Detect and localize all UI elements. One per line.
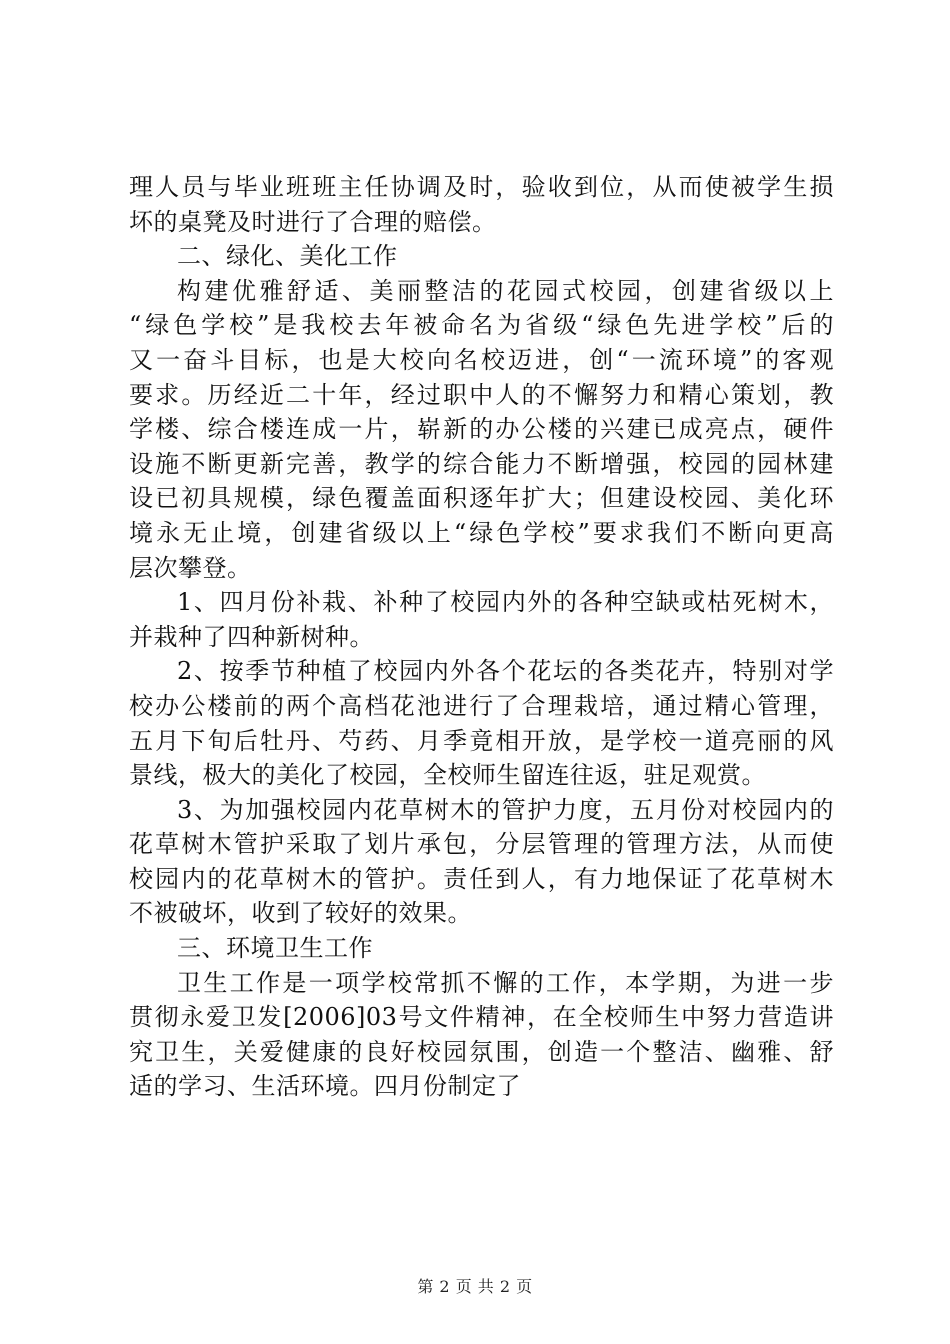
text-line: 校园内的花草树木的管护。责任到人，有力地保证了花草树木 <box>129 864 834 893</box>
text-line: 适的学习、生活环境。四月份制定了 <box>129 1072 521 1101</box>
body-text <box>129 170 834 1104</box>
text-line: 学楼、综合楼连成一片，崭新的办公楼的兴建已成亮点，硬件 <box>129 415 834 444</box>
text-line: 贯彻永爱卫发[2006]03号文件精神，在全校师生中努力营造讲 <box>129 1003 834 1032</box>
text-line: 坏的桌凳及时进行了合理的赔偿。 <box>129 207 497 236</box>
text-line: 设已初具规模，绿色覆盖面积逐年扩大；但建设校园、美化环 <box>129 484 834 513</box>
text-line: 1、四月份补栽、补种了校园内外的各种空缺或枯死树木， <box>177 588 834 617</box>
text-line: 五月下旬后牡丹、芍药、月季竟相开放，是学校一道亮丽的风 <box>129 726 834 755</box>
text-line: 花草树木管护采取了划片承包，分层管理的管理方法，从而使 <box>129 830 834 859</box>
text-line: 层次攀登。 <box>129 553 252 582</box>
text-line: 二、绿化、美化工作 <box>177 242 398 271</box>
text-line: 要求。历经近二十年，经过职中人的不懈努力和精心策划，教 <box>129 380 834 409</box>
text-line: 2、按季节种植了校园内外各个花坛的各类花卉，特别对学 <box>177 657 834 686</box>
text-line: “绿色学校”是我校去年被命名为省级“绿色先进学校”后的 <box>129 311 834 340</box>
text-line: 境永无止境，创建省级以上“绿色学校”要求我们不断向更高 <box>129 518 834 547</box>
text-line: 理人员与毕业班班主任协调及时，验收到位，从而使被学生损 <box>129 173 834 201</box>
page-footer: 第 2 页 共 2 页 <box>417 1277 533 1296</box>
text-line: 构建优雅舒适、美丽整洁的花园式校园，创建省级以上 <box>177 276 834 305</box>
text-line: 三、环境卫生工作 <box>177 934 373 963</box>
text-line: 景线，极大的美化了校园，全校师生留连往返，驻足观赏。 <box>129 761 766 790</box>
text-line: 究卫生，关爱健康的良好校园氛围，创造一个整洁、幽雅、舒 <box>129 1037 834 1066</box>
text-line: 设施不断更新完善，教学的综合能力不断增强，校园的园林建 <box>129 449 834 478</box>
text-line: 不被破坏，收到了较好的效果。 <box>129 899 472 928</box>
text-line: 并栽种了四种新树种。 <box>129 622 374 651</box>
text-line: 卫生工作是一项学校常抓不懈的工作，本学期，为进一步 <box>177 968 834 997</box>
text-line: 3、为加强校园内花草树木的管护力度，五月份对校园内的 <box>177 795 834 824</box>
text-line: 校办公楼前的两个高档花池进行了合理栽培，通过精心管理， <box>129 691 834 720</box>
text-line: 又一奋斗目标，也是大校向名校迈进，创“一流环境”的客观 <box>129 345 834 374</box>
